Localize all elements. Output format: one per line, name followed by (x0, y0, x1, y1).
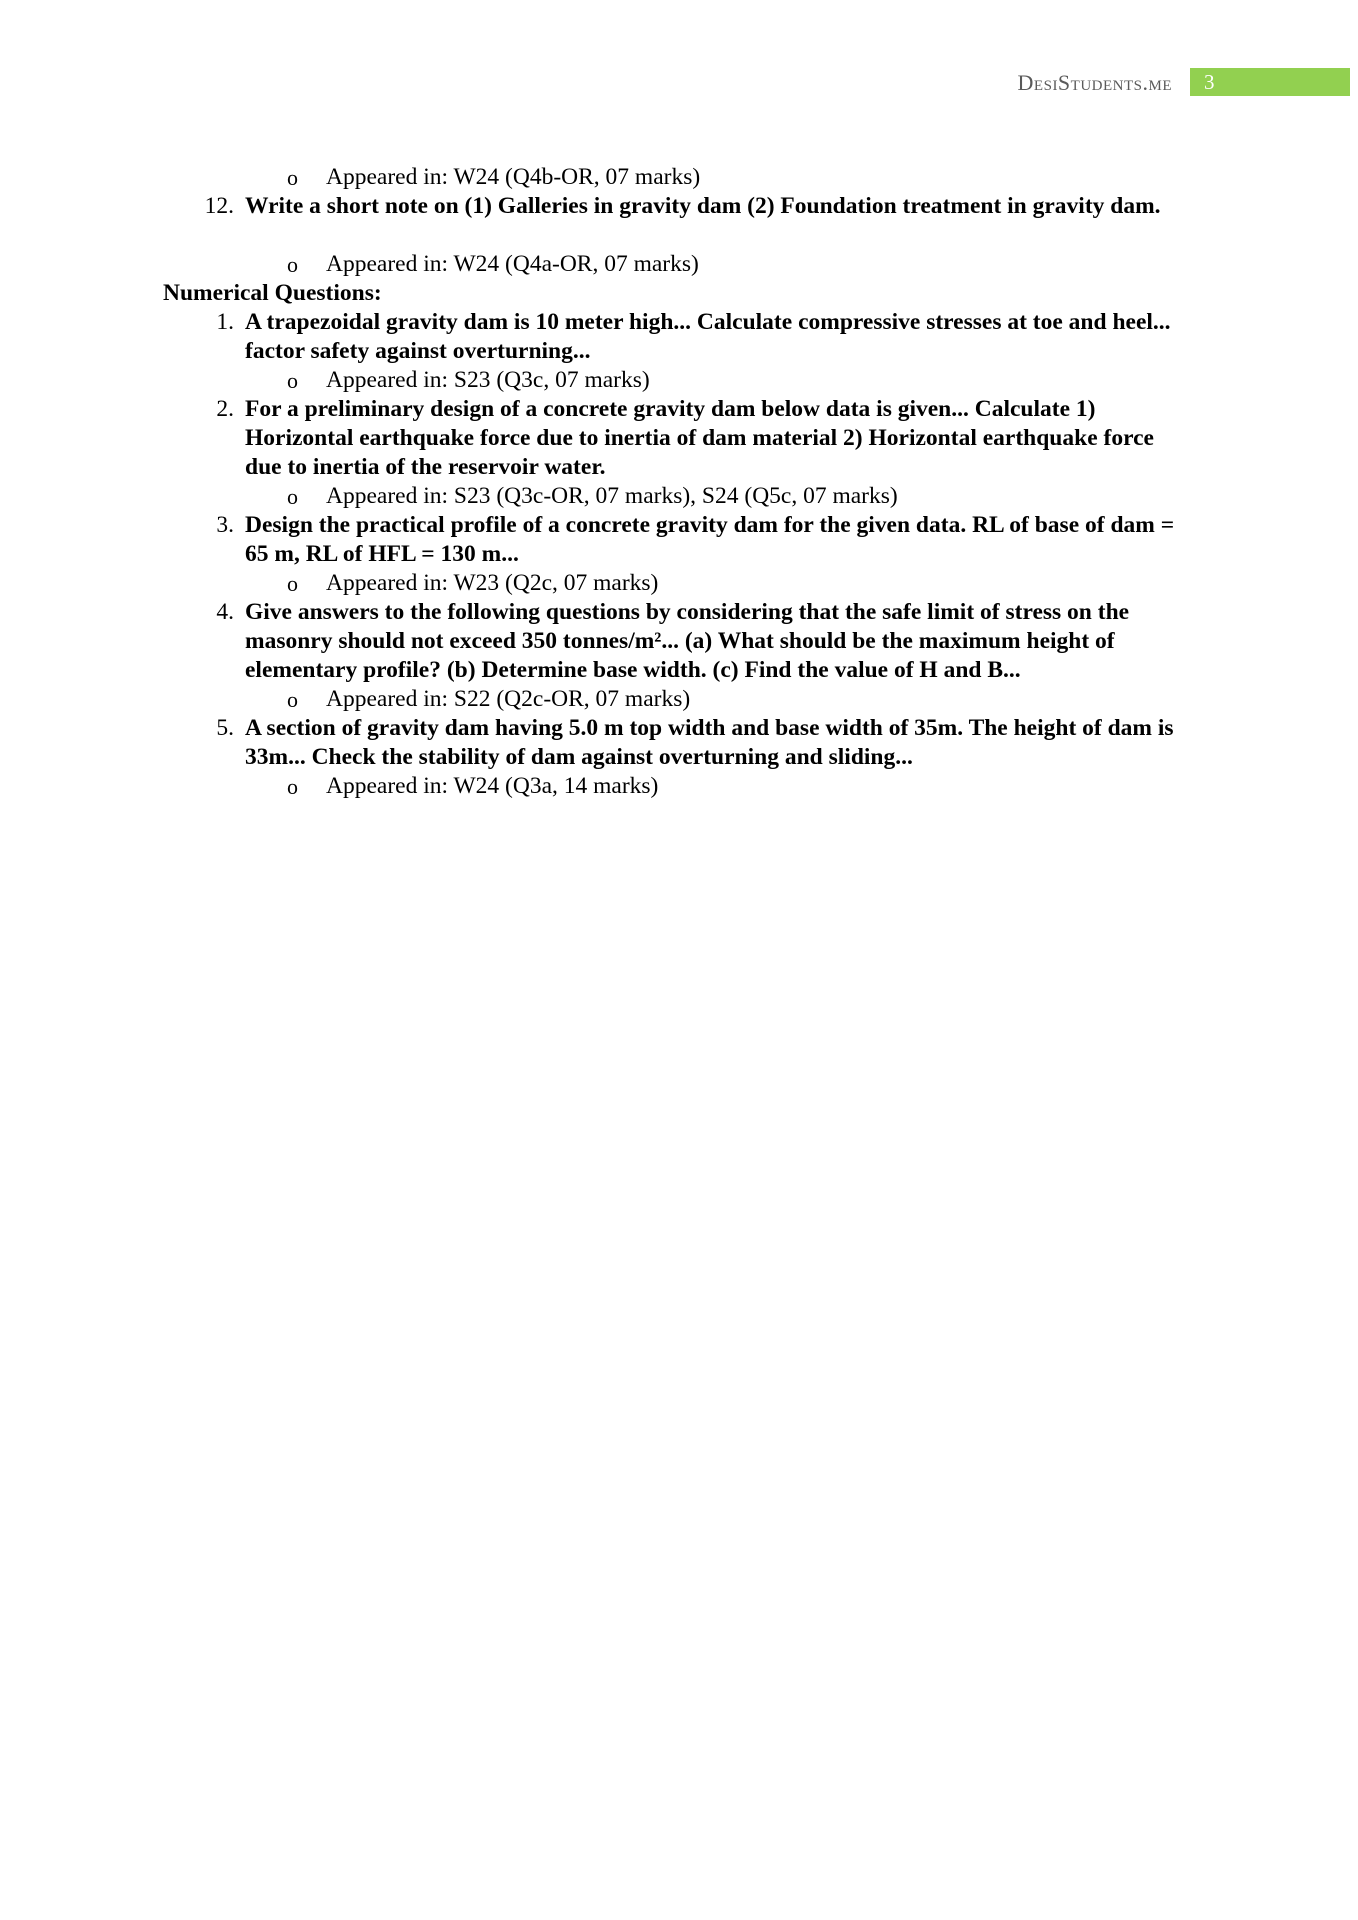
question-number: 4. (216, 599, 234, 625)
page-number-badge: 3 (1190, 68, 1350, 96)
question-text: For a preliminary design of a concrete gravity dam below data is given... Calculate 1) Horizontal earthquake force due to inertia of dam material 2) Horizontal earthquake force due to inertia of the reservoir water. (245, 396, 1154, 480)
appeared-line (0, 569, 1358, 598)
question-item (0, 192, 1358, 250)
question-text: Write a short note on (1) Galleries in gravity dam (2) Foundation treatment in gravity dam. (245, 193, 1161, 219)
bullet-icon: o (287, 165, 298, 190)
question-text: A trapezoidal gravity dam is 10 meter high... Calculate compressive stresses at toe and heel... factor safety against overturning... (245, 309, 1171, 364)
question-number: 5. (216, 715, 234, 741)
bullet-icon: o (287, 687, 298, 712)
appeared-text: Appeared in: W24 (Q4a-OR, 07 marks) (326, 251, 699, 277)
appeared-line (0, 685, 1358, 714)
appeared-line (0, 163, 1358, 192)
question-number: 2. (216, 396, 234, 422)
question-item (0, 598, 1358, 685)
bullet-icon: o (287, 252, 298, 277)
question-text: Design the practical profile of a concrete gravity dam for the given data. RL of base of dam = 65 m, RL of HFL = 130 m... (245, 512, 1175, 567)
appeared-text: Appeared in: W23 (Q2c, 07 marks) (326, 570, 659, 596)
document-body (0, 163, 1358, 801)
bullet-icon: o (287, 484, 298, 509)
bullet-icon: o (287, 368, 298, 393)
question-item (0, 511, 1358, 569)
bullet-icon: o (287, 774, 298, 799)
appeared-line (0, 482, 1358, 511)
appeared-line (0, 772, 1358, 801)
question-number: 12. (204, 193, 234, 219)
appeared-text: Appeared in: W24 (Q3a, 14 marks) (326, 773, 659, 799)
question-text: A section of gravity dam having 5.0 m top width and base width of 35m. The height of dam is 33m... Check the stability of dam against overturning and sliding... (245, 715, 1174, 770)
header-site-name: DesiStudents.me (1017, 70, 1172, 95)
appeared-line (0, 366, 1358, 395)
section-heading (0, 279, 1358, 308)
appeared-text: Appeared in: S22 (Q2c-OR, 07 marks) (326, 686, 691, 712)
question-item (0, 308, 1358, 366)
question-text: Give answers to the following questions by considering that the safe limit of stress on the masonry should not exceed 350 tonnes/m²... (a) What should be the maximum height of elementary profile? (b) Determine base width. (c) Find the value of H and B... (245, 599, 1130, 683)
section-title: Numerical Questions: (163, 280, 382, 306)
appeared-line (0, 250, 1358, 279)
bullet-icon: o (287, 571, 298, 596)
appeared-text: Appeared in: W24 (Q4b-OR, 07 marks) (326, 164, 701, 190)
question-item (0, 395, 1358, 482)
question-item (0, 714, 1358, 772)
question-number: 3. (216, 512, 234, 538)
appeared-text: Appeared in: S23 (Q3c, 07 marks) (326, 367, 650, 393)
appeared-text: Appeared in: S23 (Q3c-OR, 07 marks), S24 (Q5c, 07 marks) (326, 483, 898, 509)
question-number: 1. (216, 309, 234, 335)
